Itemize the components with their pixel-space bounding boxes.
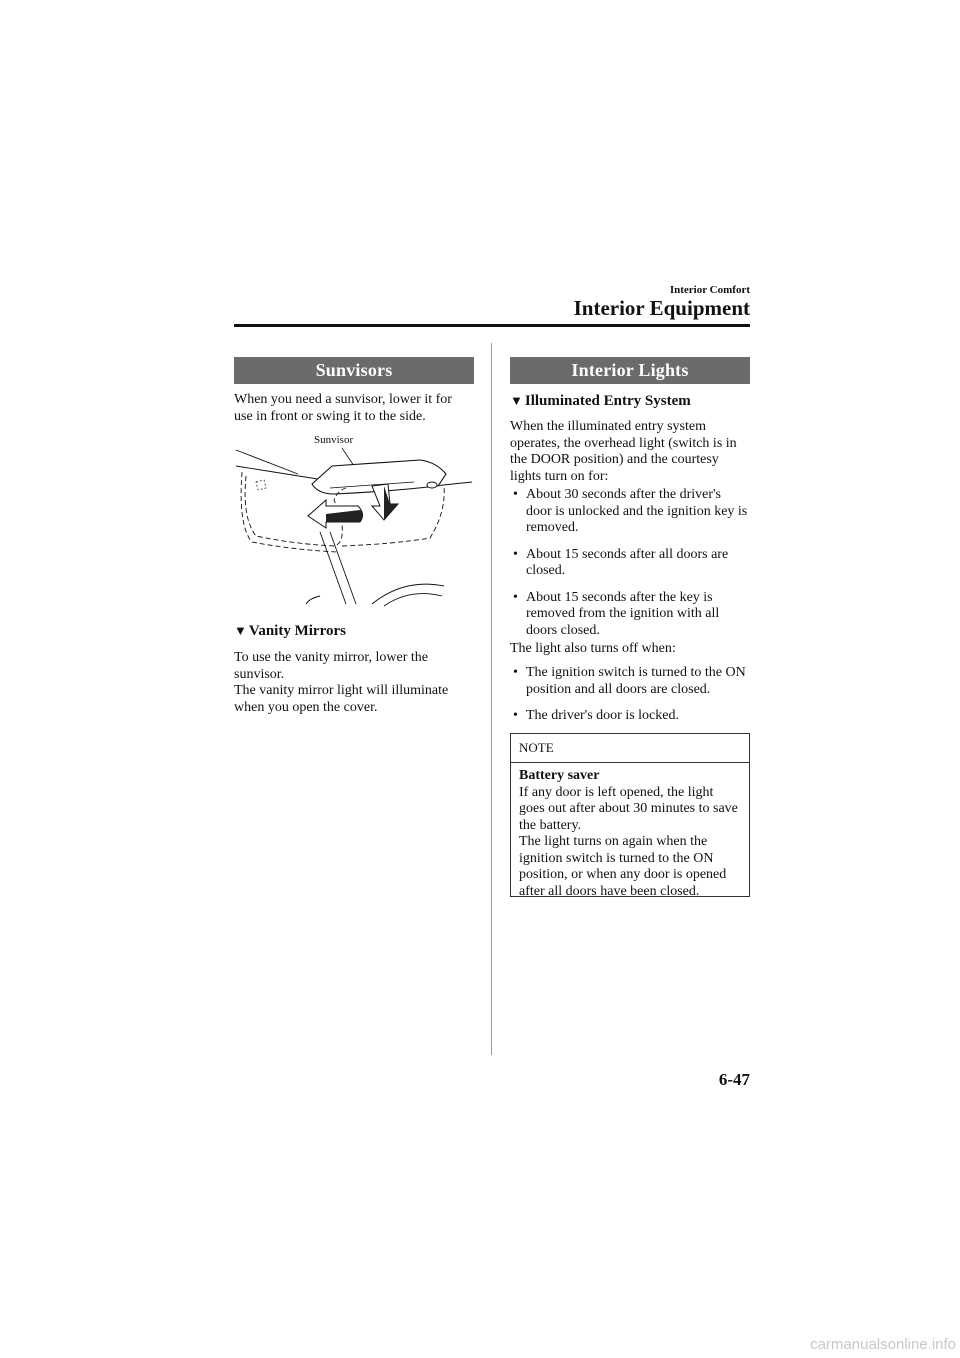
- sunvisors-intro: When you need a sunvisor, lower it for use in front or swing it to the side.: [234, 392, 452, 424]
- off-intro: The light also turns off when:: [510, 641, 676, 656]
- off-conditions-list: [510, 665, 750, 735]
- list-item: • The driver's door is locked.: [513, 708, 679, 723]
- vanity-text-1: To use the vanity mirror, lower the sunvisor.: [234, 650, 429, 682]
- column-divider: [491, 343, 492, 1055]
- on-conditions-list: [510, 487, 750, 649]
- section-label: Interior Comfort: [669, 284, 750, 296]
- list-item: • About 15 seconds after the key is removed from the ignition with all doors closed.: [513, 589, 720, 638]
- note-text-2: The light turns on again when the ignition switch is turned to the ON position, or when any door is opened after all doors have been closed.: [519, 834, 727, 899]
- list-item: • About 15 seconds after all doors are closed.: [513, 546, 729, 578]
- interior-lights-banner: Interior Lights: [510, 357, 750, 384]
- entry-system-label: Illuminated Entry System: [524, 393, 691, 409]
- vanity-mirrors-text: [234, 650, 474, 716]
- note-text-1: If any door is left opened, the light goes out after about 30 minutes to save the battery.: [519, 784, 738, 833]
- list-item: • The ignition switch is turned to the ON position and all doors are closed.: [513, 665, 746, 697]
- watermark: carmanualsonline.info: [810, 1336, 956, 1353]
- sunvisor-illustration: [234, 428, 474, 608]
- vanity-text-2: The vanity mirror light will illuminate when you open the cover.: [234, 683, 449, 715]
- note-label: NOTE: [511, 734, 749, 763]
- entry-system-heading: [510, 393, 750, 410]
- figure-label: Sunvisor: [314, 434, 354, 446]
- triangle-down-icon: ▼: [510, 393, 523, 408]
- entry-system-intro: When the illuminated entry system operates, the overhead light (switch is in the DOOR position) and the courtesy lights turn on for:: [510, 419, 737, 484]
- list-item: • About 30 seconds after the driver's door is unlocked and the ignition key is removed.: [513, 487, 748, 535]
- note-box: [510, 733, 750, 897]
- sunvisors-banner: Sunvisors: [234, 357, 474, 384]
- page-number: 6-47: [718, 1070, 750, 1089]
- vanity-mirrors-label: Vanity Mirrors: [248, 623, 346, 639]
- chapter-title: Interior Equipment: [573, 296, 750, 320]
- note-body: [511, 763, 749, 905]
- header-rule: [234, 324, 750, 327]
- note-title: Battery saver: [519, 768, 600, 783]
- sunvisor-figure: [234, 428, 474, 608]
- triangle-down-icon: ▼: [234, 623, 247, 638]
- vanity-mirrors-heading: [234, 623, 474, 640]
